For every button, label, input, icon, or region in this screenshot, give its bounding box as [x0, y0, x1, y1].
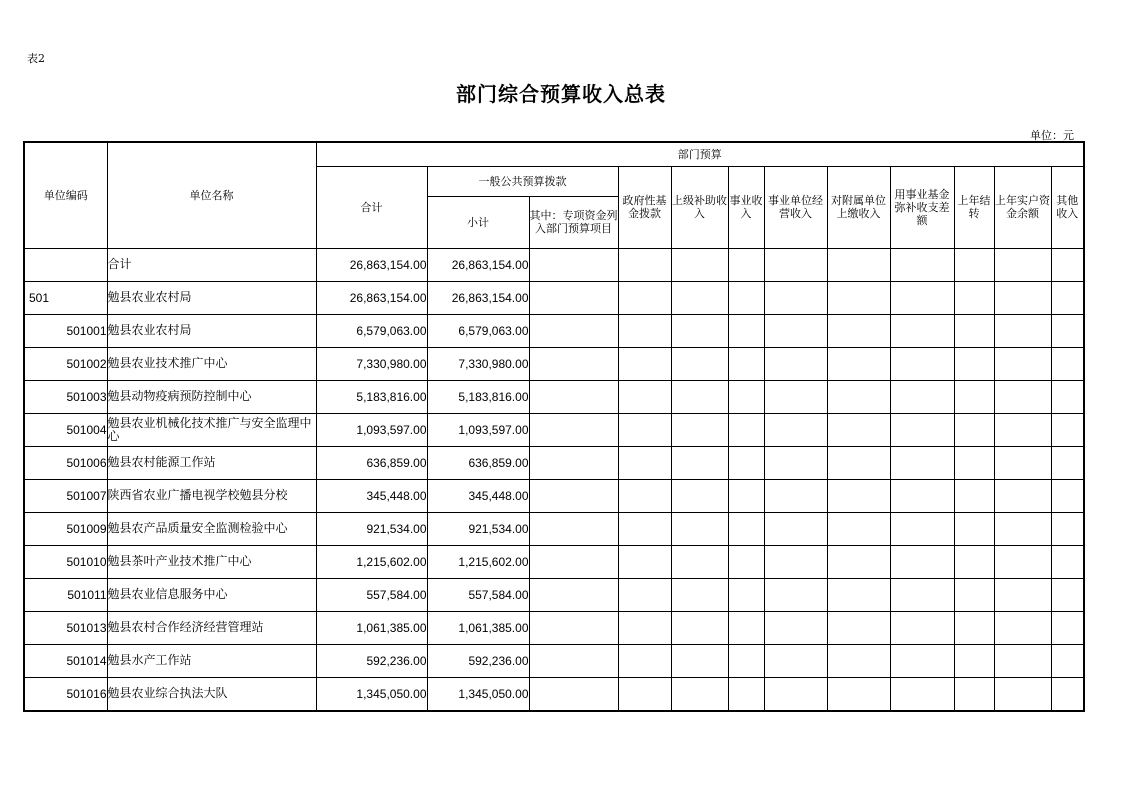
empty-cell — [764, 545, 827, 578]
table-row — [24, 248, 1084, 281]
empty-cell — [890, 578, 954, 611]
empty-cell — [994, 281, 1051, 314]
name-cell: 勉县茶叶产业技术推广中心 — [107, 545, 316, 578]
empty-cell — [529, 677, 618, 711]
table-number: 表2 — [27, 52, 45, 65]
table-row — [24, 479, 1084, 512]
empty-cell — [618, 512, 671, 545]
table-row — [24, 413, 1084, 446]
header-superior-subsidy: 上级补助收入 — [671, 166, 728, 248]
empty-cell — [954, 446, 994, 479]
empty-cell — [994, 314, 1051, 347]
code-cell: 501016 — [24, 677, 107, 711]
empty-cell — [764, 413, 827, 446]
table-row — [24, 446, 1084, 479]
empty-cell — [1051, 281, 1084, 314]
empty-cell — [764, 248, 827, 281]
table-row — [24, 512, 1084, 545]
name-cell: 勉县水产工作站 — [107, 644, 316, 677]
empty-cell — [728, 248, 764, 281]
empty-cell — [994, 413, 1051, 446]
code-cell: 501013 — [24, 611, 107, 644]
empty-cell — [994, 611, 1051, 644]
empty-cell — [529, 512, 618, 545]
empty-cell — [827, 446, 890, 479]
empty-cell — [671, 413, 728, 446]
empty-cell — [529, 413, 618, 446]
empty-cell — [954, 479, 994, 512]
total-cell: 921,534.00 — [316, 512, 427, 545]
empty-cell — [764, 677, 827, 711]
budget-revenue-table — [23, 141, 1085, 712]
empty-cell — [764, 314, 827, 347]
empty-cell — [1051, 578, 1084, 611]
total-cell: 6,579,063.00 — [316, 314, 427, 347]
name-cell: 勉县农业技术推广中心 — [107, 347, 316, 380]
empty-cell — [671, 611, 728, 644]
empty-cell — [728, 545, 764, 578]
empty-cell — [994, 347, 1051, 380]
empty-cell — [1051, 314, 1084, 347]
code-cell: 501011 — [24, 578, 107, 611]
header-gov-fund: 政府性基金拨款 — [618, 166, 671, 248]
empty-cell — [671, 644, 728, 677]
empty-cell — [1051, 248, 1084, 281]
name-cell: 陕西省农业广播电视学校勉县分校 — [107, 479, 316, 512]
subtotal-cell: 592,236.00 — [427, 644, 529, 677]
empty-cell — [827, 281, 890, 314]
empty-cell — [994, 644, 1051, 677]
empty-cell — [827, 677, 890, 711]
subtotal-cell: 26,863,154.00 — [427, 281, 529, 314]
code-cell: 501014 — [24, 644, 107, 677]
empty-cell — [618, 446, 671, 479]
empty-cell — [1051, 413, 1084, 446]
empty-cell — [890, 446, 954, 479]
empty-cell — [827, 611, 890, 644]
empty-cell — [529, 611, 618, 644]
table-row — [24, 578, 1084, 611]
subtotal-cell: 921,534.00 — [427, 512, 529, 545]
empty-cell — [529, 545, 618, 578]
empty-cell — [618, 248, 671, 281]
subtotal-cell: 1,093,597.00 — [427, 413, 529, 446]
header-other-income: 其他收入 — [1051, 166, 1084, 248]
empty-cell — [618, 413, 671, 446]
empty-cell — [954, 611, 994, 644]
empty-cell — [728, 479, 764, 512]
table-row — [24, 644, 1084, 677]
name-cell: 勉县农业综合执法大队 — [107, 677, 316, 711]
empty-cell — [954, 413, 994, 446]
empty-cell — [671, 545, 728, 578]
subtotal-cell: 557,584.00 — [427, 578, 529, 611]
code-cell: 501006 — [24, 446, 107, 479]
empty-cell — [618, 347, 671, 380]
empty-cell — [954, 248, 994, 281]
total-cell: 636,859.00 — [316, 446, 427, 479]
empty-cell — [954, 314, 994, 347]
empty-cell — [827, 413, 890, 446]
code-cell: 501009 — [24, 512, 107, 545]
total-cell: 7,330,980.00 — [316, 347, 427, 380]
empty-cell — [529, 248, 618, 281]
empty-cell — [618, 578, 671, 611]
empty-cell — [954, 644, 994, 677]
name-cell: 勉县农业农村局 — [107, 281, 316, 314]
empty-cell — [890, 380, 954, 413]
header-carryover: 上年结转 — [954, 166, 994, 248]
code-cell: 501004 — [24, 413, 107, 446]
header-fund-offset: 用事业基金弥补收支差额 — [890, 166, 954, 248]
empty-cell — [827, 380, 890, 413]
empty-cell — [890, 545, 954, 578]
empty-cell — [728, 677, 764, 711]
empty-cell — [954, 578, 994, 611]
header-subtotal: 小计 — [427, 196, 529, 248]
empty-cell — [890, 611, 954, 644]
empty-cell — [890, 479, 954, 512]
empty-cell — [890, 677, 954, 711]
empty-cell — [671, 248, 728, 281]
empty-cell — [728, 644, 764, 677]
subtotal-cell: 5,183,816.00 — [427, 380, 529, 413]
empty-cell — [994, 545, 1051, 578]
empty-cell — [954, 512, 994, 545]
code-cell — [24, 248, 107, 281]
empty-cell — [671, 512, 728, 545]
empty-cell — [529, 479, 618, 512]
empty-cell — [1051, 611, 1084, 644]
page-title: 部门综合预算收入总表 — [456, 82, 666, 106]
empty-cell — [529, 446, 618, 479]
empty-cell — [728, 281, 764, 314]
total-cell: 592,236.00 — [316, 644, 427, 677]
empty-cell — [671, 314, 728, 347]
subtotal-cell: 6,579,063.00 — [427, 314, 529, 347]
empty-cell — [764, 512, 827, 545]
empty-cell — [728, 380, 764, 413]
table-row — [24, 380, 1084, 413]
subtotal-cell: 26,863,154.00 — [427, 248, 529, 281]
subtotal-cell: 1,061,385.00 — [427, 611, 529, 644]
empty-cell — [1051, 545, 1084, 578]
empty-cell — [954, 380, 994, 413]
empty-cell — [954, 677, 994, 711]
empty-cell — [529, 578, 618, 611]
code-cell: 501001 — [24, 314, 107, 347]
empty-cell — [1051, 347, 1084, 380]
empty-cell — [618, 281, 671, 314]
name-cell: 勉县农产品质量安全监测检验中心 — [107, 512, 316, 545]
empty-cell — [1051, 677, 1084, 711]
empty-cell — [994, 380, 1051, 413]
header-balance: 上年实户资金余额 — [994, 166, 1051, 248]
subtotal-cell: 345,448.00 — [427, 479, 529, 512]
name-cell: 勉县动物疫病预防控制中心 — [107, 380, 316, 413]
code-cell: 501007 — [24, 479, 107, 512]
header-general-public-budget: 一般公共预算拨款 — [427, 166, 618, 196]
empty-cell — [671, 347, 728, 380]
empty-cell — [671, 281, 728, 314]
empty-cell — [728, 314, 764, 347]
total-cell: 345,448.00 — [316, 479, 427, 512]
table-row — [24, 281, 1084, 314]
empty-cell — [1051, 380, 1084, 413]
total-cell: 26,863,154.00 — [316, 281, 427, 314]
code-cell: 501010 — [24, 545, 107, 578]
name-cell: 勉县农村合作经济经营管理站 — [107, 611, 316, 644]
empty-cell — [618, 380, 671, 413]
table-row — [24, 545, 1084, 578]
empty-cell — [618, 314, 671, 347]
empty-cell — [671, 380, 728, 413]
empty-cell — [1051, 446, 1084, 479]
subtotal-cell: 636,859.00 — [427, 446, 529, 479]
total-cell: 1,215,602.00 — [316, 545, 427, 578]
empty-cell — [764, 479, 827, 512]
empty-cell — [671, 446, 728, 479]
name-cell: 合计 — [107, 248, 316, 281]
empty-cell — [764, 380, 827, 413]
empty-cell — [1051, 512, 1084, 545]
empty-cell — [994, 578, 1051, 611]
subtotal-cell: 1,345,050.00 — [427, 677, 529, 711]
empty-cell — [529, 281, 618, 314]
empty-cell — [529, 347, 618, 380]
name-cell: 勉县农业机械化技术推广与安全监理中心 — [107, 413, 316, 446]
empty-cell — [618, 479, 671, 512]
empty-cell — [890, 347, 954, 380]
empty-cell — [827, 578, 890, 611]
code-cell: 501 — [24, 281, 107, 314]
empty-cell — [764, 578, 827, 611]
table-body — [24, 248, 1084, 711]
empty-cell — [764, 446, 827, 479]
header-operating-income: 事业单位经营收入 — [764, 166, 827, 248]
total-cell: 1,061,385.00 — [316, 611, 427, 644]
total-cell: 26,863,154.00 — [316, 248, 427, 281]
name-cell: 勉县农业农村局 — [107, 314, 316, 347]
total-cell: 5,183,816.00 — [316, 380, 427, 413]
empty-cell — [618, 644, 671, 677]
header-total: 合计 — [316, 166, 427, 248]
empty-cell — [994, 446, 1051, 479]
name-cell: 勉县农业信息服务中心 — [107, 578, 316, 611]
empty-cell — [728, 413, 764, 446]
empty-cell — [529, 644, 618, 677]
empty-cell — [890, 413, 954, 446]
empty-cell — [954, 347, 994, 380]
table-header — [24, 142, 1084, 248]
empty-cell — [728, 611, 764, 644]
empty-cell — [827, 248, 890, 281]
empty-cell — [827, 512, 890, 545]
code-cell: 501003 — [24, 380, 107, 413]
header-special-funds: 其中：专项资金列入部门预算项目 — [529, 196, 618, 248]
table-row — [24, 314, 1084, 347]
empty-cell — [890, 281, 954, 314]
empty-cell — [890, 314, 954, 347]
header-unit-code: 单位编码 — [24, 142, 107, 248]
empty-cell — [827, 644, 890, 677]
empty-cell — [764, 347, 827, 380]
empty-cell — [1051, 479, 1084, 512]
table-row — [24, 677, 1084, 711]
empty-cell — [994, 248, 1051, 281]
empty-cell — [671, 479, 728, 512]
total-cell: 1,093,597.00 — [316, 413, 427, 446]
empty-cell — [671, 578, 728, 611]
empty-cell — [764, 644, 827, 677]
table-row — [24, 611, 1084, 644]
unit-label: 单位：元 — [1030, 129, 1074, 142]
empty-cell — [994, 479, 1051, 512]
header-dept-budget: 部门预算 — [316, 142, 1084, 166]
empty-cell — [618, 545, 671, 578]
empty-cell — [728, 578, 764, 611]
empty-cell — [994, 677, 1051, 711]
code-cell: 501002 — [24, 347, 107, 380]
header-affiliated-income: 对附属单位上缴收入 — [827, 166, 890, 248]
empty-cell — [529, 380, 618, 413]
empty-cell — [618, 611, 671, 644]
empty-cell — [728, 512, 764, 545]
empty-cell — [728, 347, 764, 380]
empty-cell — [728, 446, 764, 479]
empty-cell — [890, 644, 954, 677]
empty-cell — [764, 611, 827, 644]
empty-cell — [764, 281, 827, 314]
empty-cell — [827, 347, 890, 380]
subtotal-cell: 7,330,980.00 — [427, 347, 529, 380]
empty-cell — [827, 479, 890, 512]
header-unit-name: 单位名称 — [107, 142, 316, 248]
empty-cell — [827, 314, 890, 347]
empty-cell — [954, 545, 994, 578]
header-business-income: 事业收入 — [728, 166, 764, 248]
table-row — [24, 347, 1084, 380]
empty-cell — [827, 545, 890, 578]
empty-cell — [994, 512, 1051, 545]
total-cell: 1,345,050.00 — [316, 677, 427, 711]
empty-cell — [890, 248, 954, 281]
empty-cell — [954, 281, 994, 314]
total-cell: 557,584.00 — [316, 578, 427, 611]
subtotal-cell: 1,215,602.00 — [427, 545, 529, 578]
empty-cell — [1051, 644, 1084, 677]
empty-cell — [529, 314, 618, 347]
empty-cell — [618, 677, 671, 711]
empty-cell — [671, 677, 728, 711]
name-cell: 勉县农村能源工作站 — [107, 446, 316, 479]
empty-cell — [890, 512, 954, 545]
